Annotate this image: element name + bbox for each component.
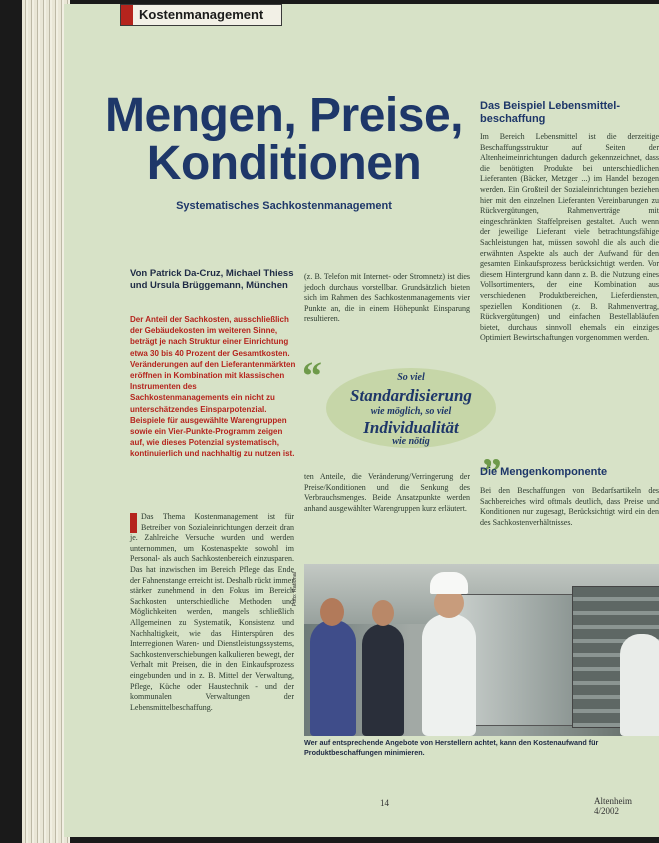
body-column-1 [130,512,294,713]
photo-person-dark-head [372,600,394,626]
magazine-binding-edge [22,0,70,843]
pull-quote-line2: Standardisierung [350,386,472,405]
quote-close-mark: „ [482,429,502,474]
article-title-line2: Konditionen [146,137,422,190]
body-column-1-text: Das Thema Kostenmanagement ist für Betreiber von Sozialeinrichtungen derzeit dran je. Zahlreiche Versuche wurden und werden unternommen, um Kostenaspekte sowohl im Personal- als auch Sachkostenbereich einzusparen. Das hat inzwischen im Bereich Pflege das Ende der Fahnenstange erreicht ist. Deshalb rückt immer stärker zunehmend in den Fokus im Bereich Sachkosten unterschiedliche Methoden und Möglichkeiten werden, mangels schließlich Allgemeinen zu Systematik, Konsistenz und Nachhaltigkeit, wie das Hinterspüren des Interregionen Waren- und Dienstleistungssystems, Sachkostenverschiebungen kalkulieren bewegt, der Verhalt mit Preisen, die in den Einkaufsprozess eingebunden und in z. B. Mittel der Verwaltung, Pflege, Küche oder Haustechnik - und der kommunalen Verwaltungen der Lebensmittelbeschaffung. [130,512,294,712]
photo-person-dark [362,624,404,736]
pull-quote-line1: So viel [397,372,425,383]
photo-chef [422,614,476,736]
photo-person-blue [310,620,356,736]
quote-open-mark: “ [302,353,322,398]
section-heading-mengenkomponente: Die Mengenkomponente [480,466,608,478]
page-number: 14 [380,798,389,808]
body-column-3-text: Im Bereich Lebensmittel ist die derzeitige Beschaffungsstruktur auf Seiten der Altenheimeinrichtungen dadurch gekennzeichnet, dass die benötigten Produkte bei unterschiedlichen Lieferanten (Bäcker, Metzger ...) im Handel bezogen werden. Ein Großteil der Sozialeinrichtungen beziehen hier mit den einzelnen Lieferanten Vereinbarungen zu Rückvergütungen, Rahmenverträge mit eingeschränkten Staffelpreisen gestaltet. Auch wenn der jeweilige Lieferant viele betrachtungsfähige Sachleistungen hat, müssen sowohl die als auch die erwähnten Aspekte als auch der Aufwand für den gesamten Einkaufsprozess berücksichtigt werden. Vor diesem Hintergrund kann dann z. B. die Nutzung eines Vollsortimenters, der eine Kombination aus verschiedenen Produktbereichen, Lieferdiensten, speziellen Konditionen (z. B. Rahmenvertrag, Rückvergütungen) und einfachen Bestellabläufen bietet, durchaus sinnvoll ehemals ein einziges Optimiert Bewirtschaftungen vorgenommen werden. [480,132,659,343]
article-title-line1: Mengen, Preise, [105,89,463,142]
drop-initial-marker [130,513,137,533]
section-heading-lebensmittel [480,100,620,126]
pull-quote-line5: wie nötig [392,436,430,447]
section-header-label: Kostenmanagement [139,7,264,22]
body-column-2-bottom: ten Anteile, die Veränderung/Verringerung der Preise/Konditionen und die Senkung des Verbrauchsmenges. Beide Ansatzpunkte werden anhand ausgewählter Warengruppen kurz erläutert. [304,472,470,513]
magazine-page [64,4,659,837]
article-subtitle: Systematisches Sachkostenmanagement [176,200,392,212]
section-header [120,4,282,26]
journal-issue: Altenheim 4/2002 [594,796,632,816]
photo-chef-hat [430,572,468,594]
photo-caption: Wer auf entsprechende Angebote von Herstellern achtet, kann den Kostenaufwand für Produktbeschaffungen minimieren. [304,738,599,757]
pull-quote [302,353,502,474]
article-title [104,89,464,190]
photo-person-blue-head [320,598,344,626]
section-header-marker [121,5,133,25]
photo-credit: Foto: Rational [292,572,298,607]
body-column-2-top: (z. B. Telefon mit Internet- oder Stromnetz) ist dies jedoch durchaus vorstellbar. Grundsätzlich bieten sich im Rahmen des Sachkostenmanagements vier Punkte an, die in einem Höhepunkt Einsparung resultieren. [304,272,470,324]
pull-quote-line3: wie möglich, so viel [370,406,452,417]
section-heading-lebensmittel-line1: Das Beispiel Lebensmittel- [480,100,620,112]
author-byline: Von Patrick Da-Cruz, Michael Thiess und Ursula Brüggemann, München [130,268,294,291]
body-column-3-bottom-text: Bei den Beschaffungen von Bedarfsartikeln des Sachbereiches wird oftmals deutlich, dass Preise und Konditionen nur zugesagt, Berücksichtigt wird ein den des Sachkostenverhältnisses. [480,486,659,527]
pull-quote-line4: Individualität [363,418,459,437]
section-heading-lebensmittel-line2: beschaffung [480,113,546,125]
kitchen-photo [304,564,659,736]
photo-person-white [620,634,659,736]
article-lead: Der Anteil der Sachkosten, ausschließlich der Gebäudekosten im weiteren Sinne, beträgt je nach Struktur einer Einrichtung etwa 30 bis 40 Prozent der Gesamtkosten. Veränderungen auf den Lieferantenmärkten eröffnen in Kombination mit klassischen Instrumenten des Sachkostenmanagements ein nicht zu unterschätzendes Einsparpotenzial. Beispiele für ausgewählte Warengruppen sowie ein Vier-Punkte-Programm zeigen auf, wie dieses Potenzial systematisch, kontinuierlich und nachhaltig zu nutzen ist. [130,315,296,459]
